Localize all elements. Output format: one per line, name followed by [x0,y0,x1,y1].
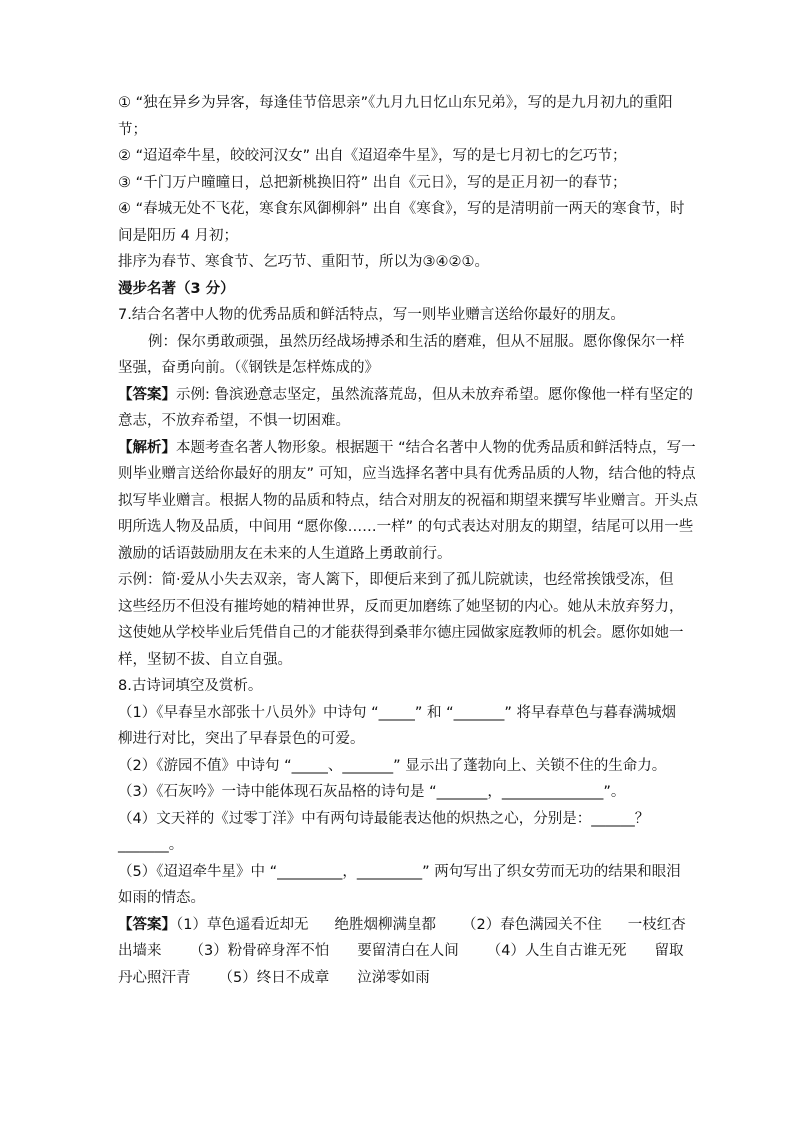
text-line: （1）《早春呈水部张十八员外》中诗句 “_____” 和 “_______” 将早春草色与暮春满城烟 [118,704,676,721]
text-line: 如雨的情态。 [118,890,205,906]
answer-line [118,965,678,992]
text-line: 间是阳历 4 月初； [118,227,238,244]
text-line: ① “独在异乡为异客，每逢佳节倍思亲”《九月九日忆山东兄弟》，写的是九月初九的重阳 [118,95,673,111]
text-line: （3）《石灰吟》一诗中能体现石灰品格的诗句是 “_______，______________”。 [118,784,626,800]
answer-tag: 【答案】 [118,386,176,403]
text-line: 拟写毕业赠言。根据人物的品质和特点，结合对朋友的祝福和期望来撰写毕业赠言。开头点 [118,492,698,509]
section-heading: 漫步名著（3 分） [118,280,235,297]
answer-part: （1）草色遥看近却无 [176,916,309,933]
text-line: （2）《游园不值》中诗句 “_____、_______” 显示出了蓬勃向上、关锁不住的生命力。 [118,757,667,774]
text-line: 示例：简·爱从小失去双亲，寄人篱下，即便后来到了孤儿院就读，也经常挨饿受冻，但 [118,572,674,588]
answer-line [118,382,693,409]
answer-part: （4）人生自古谁无死 [486,943,627,959]
text-line: ③ “千门万户曈曈日，总把新桃换旧符” 出自《元日》，写的是正月初一的春节； [118,174,627,191]
text-line: 明所选人物及品质，中间用 “愿你像……一样” 的句式表达对朋友的期望，结尾可以用一些 [118,519,694,535]
text-line: 柳进行对比，突出了早春景色的可爱。 [118,731,365,747]
answer-part: 丹心照汗青 [118,969,191,986]
analysis-line [118,435,696,462]
answer-part: 绝胜烟柳满皇都 [334,916,436,933]
text-line: （5）《迢迢牵牛星》中 “_________，_________” 两句写出了织女劳而无功的结果和眼泪 [118,863,681,880]
text-line: 激励的话语鼓励朋友在未来的人生道路上勇敢前行。 [118,545,452,562]
answer-tag: 【答案】 [118,916,176,933]
text-line: 排序为春节、寒食节、乞巧节、重阳节，所以为③④②①。 [118,254,489,270]
answer-line [118,938,684,965]
text-line: ④ “春城无处不飞花，寒食东风御柳斜” 出自《寒食》，写的是清明前一两天的寒食节，时 [118,201,685,217]
answer-part: （2）春色满园关不住 [461,916,602,933]
document-page [118,90,698,991]
answer-part: （3）粉骨碎身浑不怕 [189,943,330,959]
text-line: 这使她从学校毕业后凭借自己的才能获得到桑菲尔德庄园做家庭教师的机会。愿你如她一 [118,625,684,641]
text-line: 节； [118,121,147,138]
text-line: （4）文天祥的《过零丁洋》中有两句诗最能表达他的炽热之心，分别是：______？ [118,810,650,827]
answer-part: 一枝红杏 [627,916,686,933]
example-text: 例：保尔勇敢顽强，虽然历经战场搏杀和生活的磨难，但从不屈服。愿你像保尔一样 [148,333,685,350]
text-line: ② “迢迢牵牛星，皎皎河汉女” 出自《迢迢牵牛星》，写的是七月初七的乞巧节； [118,148,627,164]
answer-part: 出墙来 [118,943,162,959]
text-line: _______。 [118,837,184,853]
text-line: 样，坚韧不拔、自立自强。 [118,651,292,668]
text-line: 则毕业赠言送给你最好的朋友” 可知，应当选择名著中具有优秀品质的人物，结合他的特点 [118,466,696,482]
answer-part: （5）终日不成章 [218,969,330,986]
text-line: 坚强，奋勇向前。（《钢铁是怎样炼成的》 [118,360,379,376]
analysis-text: 本题考查名著人物形象。根据题干 “结合名著中人物的优秀品质和鲜活特点，写一 [176,439,696,456]
question-8: 8.古诗词填空及赏析。 [118,678,263,694]
question-7: 7.结合名著中人物的优秀品质和鲜活特点，写一则毕业赠言送给你最好的朋友。 [118,307,625,323]
answer-part: 要留清白在人间 [357,943,459,959]
analysis-tag: 【解析】 [118,439,176,456]
text-line: 这些经历不但没有摧垮她的精神世界，反而更加磨练了她坚韧的内心。她从未放弃努力， [118,598,684,615]
answer-text: 示例: 鲁滨逊意志坚定，虽然流落荒岛，但从未放弃希望。愿你像他一样有坚定的 [176,386,693,403]
answer-line [118,912,686,939]
answer-part: 留取 [654,943,684,959]
text-line: 意志，不放弃希望，不惧一切困难。 [118,413,350,429]
answer-part: 泣涕零如雨 [357,969,430,986]
